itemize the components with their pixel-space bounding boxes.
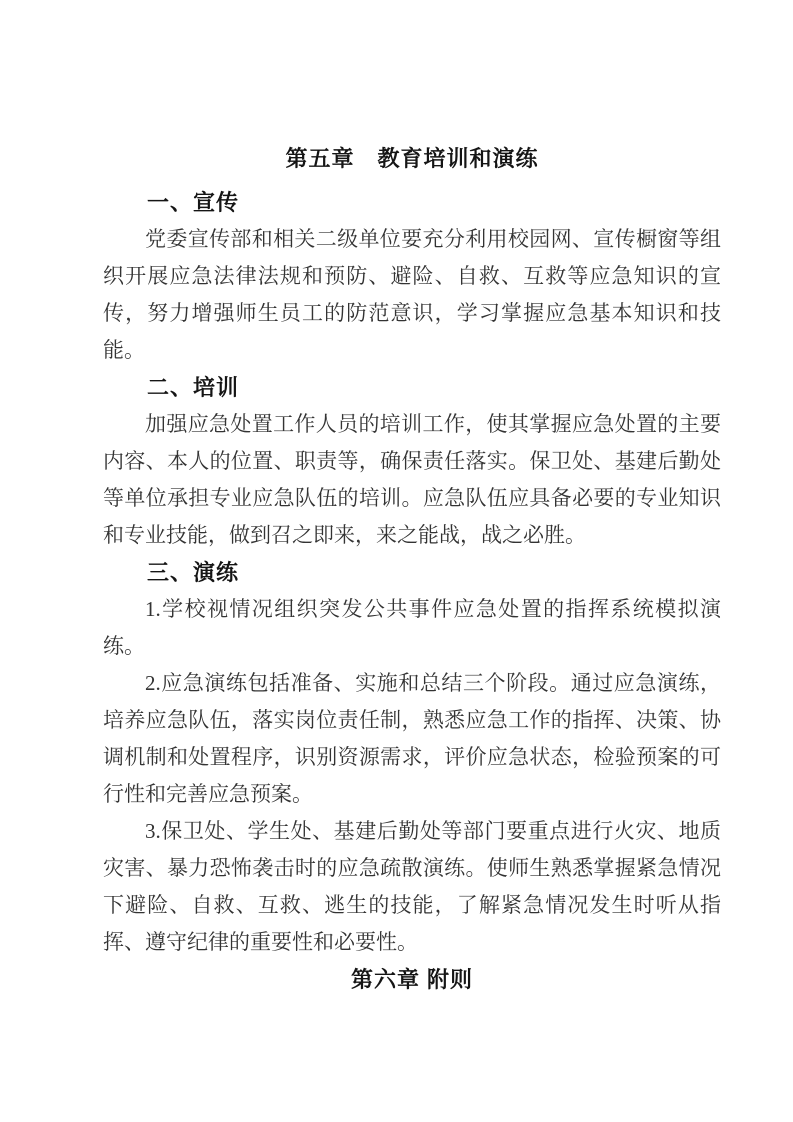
next-chapter-heading: 第六章 附则 [350,967,474,992]
section-heading-publicity: 一、宣传 [147,190,240,215]
drill-item-2: 2.应急演练包括准备、实施和总结三个阶段。通过应急演练，培养应急队伍，落实岗位责任制，熟悉应急工作的指挥、决策、协调机制和处置程序，识别资源需求，评价应急状态，检验预案的可行性和完善应急预案。 [103,671,721,806]
drill-item-3: 3.保卫处、学生处、基建后勤处等部门要重点进行火灾、地质灾害、暴力恐怖袭击时的应急疏散演练。使师生熟悉掌握紧急情况下避险、自救、互救、逃生的技能，了解紧急情况发生时听从指挥、遵守纪律的重要性和必要性。 [103,819,721,954]
section-heading-drill: 三、演练 [147,560,240,585]
publicity-paragraph: 党委宣传部和相关二级单位要充分利用校园网、宣传橱窗等组织开展应急法律法规和预防、避险、自救、互救等应急知识的宣传，努力增强师生员工的防范意识，学习掌握应急基本知识和技能。 [103,227,721,362]
drill-item-1: 1.学校视情况组织突发公共事件应急处置的指挥系统模拟演练。 [103,597,721,658]
section-heading-training: 二、培训 [147,375,240,400]
training-paragraph: 加强应急处置工作人员的培训工作，使其掌握应急处置的主要内容、本人的位置、职责等，确保责任落实。保卫处、基建后勤处等单位承担专业应急队伍的培训。应急队伍应具备必要的专业知识和专业技能，做到召之即来，来之能战，战之必胜。 [103,412,721,547]
page-content [103,140,721,998]
chapter-title: 第五章 教育培训和演练 [285,146,539,171]
